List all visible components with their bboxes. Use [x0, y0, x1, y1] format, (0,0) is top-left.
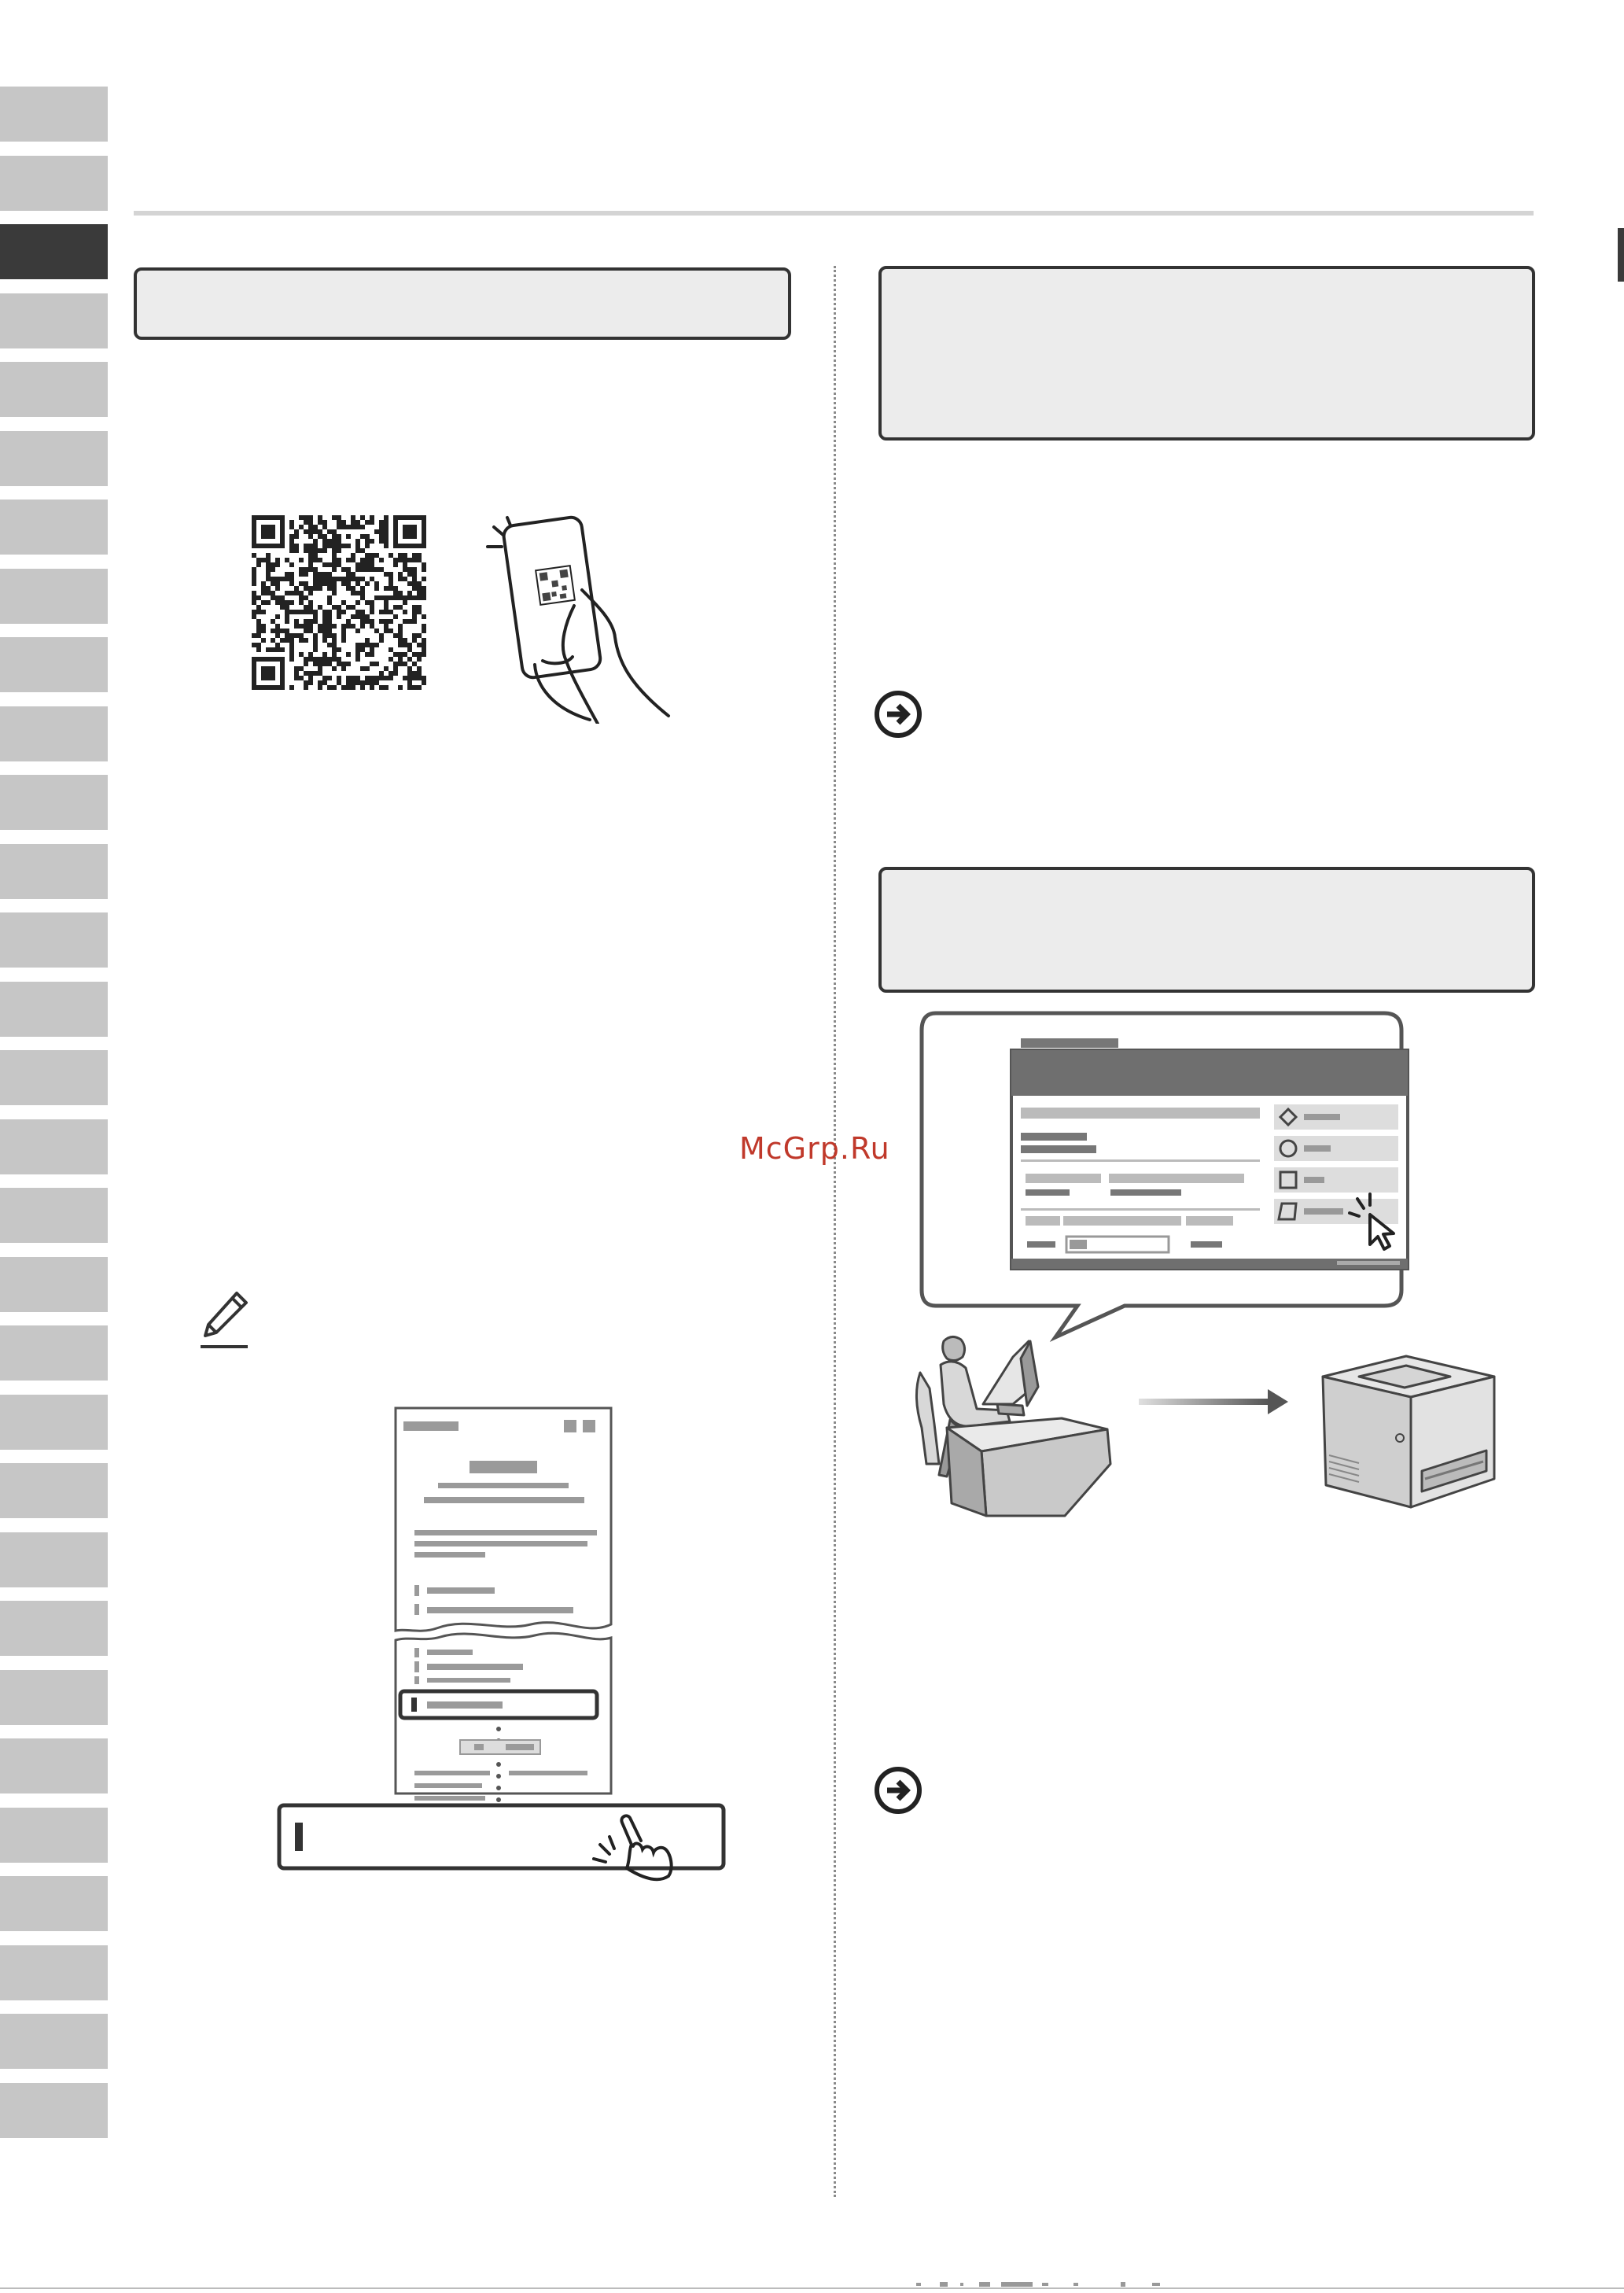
- section-tabs: [0, 87, 108, 2151]
- arrow-right-circle-icon: [875, 691, 922, 738]
- section-tab: [0, 1670, 108, 1725]
- section-tab: [0, 1808, 108, 1863]
- section-tab: [0, 982, 108, 1037]
- pencil-note-icon: [199, 1288, 254, 1351]
- watermark: McGrp.Ru: [739, 1131, 890, 1166]
- header-rule: [134, 211, 1534, 216]
- section-tab: [0, 569, 108, 624]
- section-tab: [0, 1188, 108, 1243]
- right-edge-tab: [1618, 228, 1624, 282]
- section-tab: [0, 1601, 108, 1656]
- heading-box-left: [134, 267, 791, 340]
- section-tab: [0, 912, 108, 968]
- section-tab: [0, 637, 108, 692]
- section-tab: [0, 431, 108, 486]
- footer-print-marks: [916, 2281, 1231, 2287]
- section-tab: [0, 156, 108, 211]
- section-tab: [0, 1257, 108, 1312]
- section-tab: [0, 775, 108, 830]
- section-tab: [0, 706, 108, 761]
- section-tab: [0, 1945, 108, 2000]
- section-tab: [0, 1395, 108, 1450]
- arrow-right-circle-icon: [875, 1767, 922, 1814]
- column-divider: [834, 266, 836, 2197]
- section-tab: [0, 844, 108, 899]
- heading-box-right-top: [878, 266, 1535, 441]
- section-tab: [0, 1463, 108, 1518]
- section-tab: [0, 1325, 108, 1381]
- section-tab: [0, 1532, 108, 1587]
- heading-box-right-middle: [878, 867, 1535, 993]
- section-tab: [0, 1119, 108, 1174]
- desk-user-illustration: [912, 1310, 1132, 1530]
- section-tab: [0, 87, 108, 142]
- section-tab: [0, 293, 108, 348]
- section-tab: [0, 224, 108, 279]
- section-tab: [0, 1876, 108, 1931]
- send-arrow-icon: [1139, 1386, 1290, 1417]
- footer-line: [0, 2287, 1624, 2289]
- section-tab: [0, 500, 108, 555]
- qr-code-icon: [252, 515, 426, 690]
- phone-scan-icon: [480, 503, 676, 724]
- printer-icon: [1312, 1345, 1501, 1518]
- remote-ui-illustration: [889, 1007, 1518, 1353]
- section-tab: [0, 2014, 108, 2069]
- section-tab: [0, 1050, 108, 1105]
- section-tab: [0, 1738, 108, 1793]
- section-tab: [0, 2083, 108, 2138]
- section-tab: [0, 362, 108, 417]
- settings-page-illustration: [271, 1404, 727, 1915]
